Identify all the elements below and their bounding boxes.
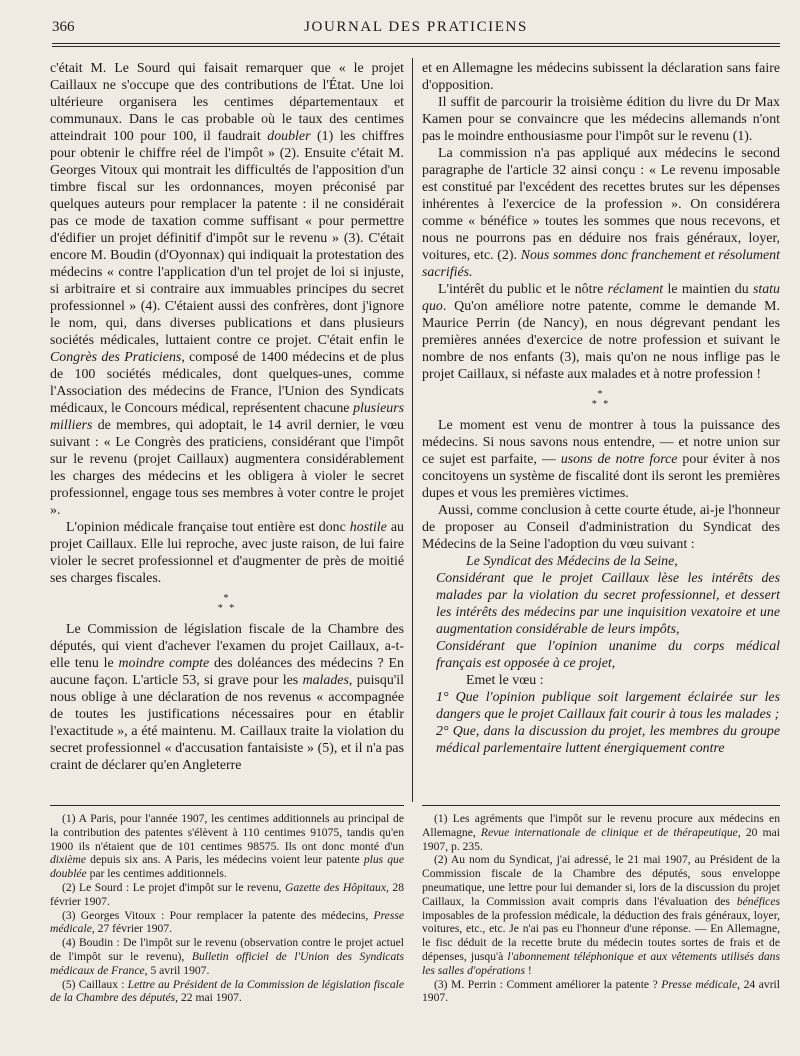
paragraph: Le Commission de législation fiscale de la Chambre des députés, qui vient d'achever l'examen du projet Caillaux, a-t-elle tenu le moindre compte des doléances des médecins ? En aucune façon. L'article 53, si grave pour les malades, puisqu'il nous oblige à une déclaration de nos revenus « accompagnée de toutes les justifications nécessaires pour en établir l'exactitude », a été maintenu. M. Caillaux traite la violation du secret professionnel « d'accusation fantaisiste » (5), et il n'a pas craint de déclarer qu'en Angleterre (50, 622, 404, 773)
resolution-text (422, 553, 780, 757)
footnotes-left (50, 812, 404, 1005)
journal-title: JOURNAL DES PRATICIENS (304, 19, 528, 35)
footnote: (1) Les agréments que l'impôt sur le revenu procure aux médecins en Allemagne, Revue internationale de clinique et de thérapeutique, 20 mai 1907, p. 235. (422, 812, 780, 853)
section-separator: * * * (591, 389, 611, 410)
paragraph: Le moment est venu de montrer à tous la puissance des médecins. Si nous savons nous entendre, — et notre union sur ce sujet est parfaite, — usons de notre force pour éviter à nos concitoyens un système de fiscalité dont ils seront les premières dupes et vous les premières victimes. (422, 418, 780, 501)
resolution-item: 1° Que l'opinion publique soit largement éclairée sur les dangers que le projet Caillaux fait courir à tous les malades ; (436, 690, 780, 722)
column-divider (412, 58, 413, 802)
left-column (50, 60, 404, 774)
footnote: (4) Boudin : De l'impôt sur le revenu (observation contre le projet actuel de l'impôt sur le revenu), Bulletin officiel de l'Union des Syndicats médicaux de France, 5 avril 1907. (50, 936, 404, 977)
header-rule-double (52, 46, 780, 47)
footnote: (1) A Paris, pour l'année 1907, les centimes additionnels au principal de la contribution des patentes s'élèvent à 110 centimes 91075, tandis qu'en 1900 ils n'étaient que de 101 centimes 98575. Ils ont donc monté d'un dixième depuis six ans. A Paris, les médecins voient leur patente plus que doublée par les centimes additionnels. (50, 812, 404, 881)
paragraph: L'opinion médicale française tout entière est donc hostile au projet Caillaux. Elle lui reproche, avec juste raison, de lui faire violer le secret professionnel et d'augmenter de près de moitié ses charges fiscales. (50, 520, 404, 586)
paragraph: Aussi, comme conclusion à cette courte étude, ai-je l'honneur de proposer au Conseil d'administration du Syndicat des Médecins de la Seine l'adoption du vœu suivant : (422, 503, 780, 552)
resolution-voeu: Emet le vœu : (466, 673, 544, 688)
paragraph: et en Allemagne les médecins subissent la déclaration sans faire d'opposition. (422, 61, 780, 93)
paragraph: c'était M. Le Sourd qui faisait remarquer que « le projet Caillaux ne s'occupe que des contributions de l'État. Une loi ultérieure organisera les centimes départementaux et communaux. Dans le cas probable où le taux des centimes atteindrait 100 pour 100, il faudrait doubler (1) les chiffres pour obtenir le chiffre réel de l'impôt » (2). Ensuite c'était M. Georges Vitoux qui montrait les difficultés de l'apposition d'un timbre fiscal sur les ordonnances, moyen préconisé par quelques auteurs pour remplacer la patente : il ne considérait pas ce mode de taxation comme suffisant « pour permettre d'édifier un projet définitif d'impôt sur le revenu » (3). C'était encore M. Boudin (d'Oyonnax) qui indiquait la protestation des médecins « contre l'application d'un tel projet de loi si injuste, si arbitraire et si contraire aux immuables principes du secret professionnel » (4). C'étaient aussi des confrères, dont j'ignore le nom, qui, dans diverses publications et dans plusieurs sociétés médicales, luttaient contre ce projet. C'était enfin le Congrès des Praticiens, composé de 1400 médecins et de plus de 100 sociétés médicales, dont quelques-unes, comme l'Association des médecins de France, l'Union des Syndicats médicaux, le Concours médical, représentent chacune plusieurs milliers de membres, qui adoptait, le 14 avril dernier, le vœu suivant : « Le Congrès des praticiens, considérant que l'impôt sur le revenu (projet Caillaux) augmentera considérablement les charges des médecins et les obligera à violer le secret professionnel, engage tous ses membres à voter contre le projet ». (50, 61, 404, 518)
paragraph: L'intérêt du public et le nôtre réclament le maintien du statu quo. Qu'on améliore notre patente, comme le demande M. Maurice Perrin (de Nancy), en nous dégrevant pendant les premières années d'exercice de notre profession et suivant le nombre de nos enfants (3), mais qu'on ne nous inflige pas le projet Caillaux, si néfaste aux malades et à notre profession ! (422, 282, 780, 382)
right-column (422, 60, 780, 757)
footnote: (3) M. Perrin : Comment améliorer la patente ? Presse médicale, 24 avril 1907. (422, 977, 780, 1005)
resolution-item: 2° Que, dans la discussion du projet, les membres du groupe médical parlementaire luttent énergiquement contre (436, 724, 780, 756)
footnote-rule (422, 805, 780, 806)
resolution-considerant: Considérant que l'opinion unanime du corps médical français est opposée à ce projet, (436, 639, 780, 671)
footnote: (5) Caillaux : Lettre au Président de la Commission de législation fiscale de la Chambre des députés, 22 mai 1907. (50, 977, 405, 1005)
footnote: (2) Le Sourd : Le projet d'impôt sur le revenu, Gazette des Hôpitaux, 28 février 1907. (50, 880, 405, 908)
footnotes-right (422, 812, 780, 1005)
page-header (52, 19, 780, 43)
resolution-considerant: Considérant que le projet Caillaux lèse les intérêts des malades par la violation du secret professionnel, et dessert les intérêts des médecins par une inquisition vexatoire et une augmentation considérable de leurs impôts, (436, 571, 780, 637)
footnote: (3) Georges Vitoux : Pour remplacer la patente des médecins, Presse médicale, 27 février 1907. (50, 908, 404, 936)
section-separator: * * * (217, 593, 237, 614)
paragraph: La commission n'a pas appliqué aux médecins le second paragraphe de l'article 32 ainsi conçu : « Le revenu imposable est constitué par l'excédent des recettes brutes sur les dépenses inhérentes à l'exercice de la profession ». On considérera comme « bénéfice » toutes les sommes que nous recevons, et nous ne pourrons pas en déduire nos frais généraux, loyer, voitures, etc. (2). Nous sommes donc franchement et résolument sacrifiés. (422, 146, 780, 280)
page-number: 366 (52, 19, 75, 35)
resolution-title: Le Syndicat des Médecins de la Seine, (466, 554, 678, 569)
footnote-rule (50, 805, 404, 806)
footnote: (2) Au nom du Syndicat, j'ai adressé, le 21 mai 1907, au Président de la Commission fiscale de la Chambre des députés, sous enveloppe pneumatique, une lettre pour lui demander si, lors de la discussion du projet Caillaux, la Commission avait compris dans l'évaluation des bénéfices imposables de la profession médicale, la déduction des frais généraux, loyer, voitures, etc., etc. Je n'ai pas eu l'honneur d'une réponse. — En Allemagne, le fisc déduit de la recette brute du médecin toutes sortes de frais et de dépenses, jusqu'à l'abonnement téléphonique et aux vêtements utilisés dans les salles d'opérations ! (422, 853, 780, 977)
header-rule (52, 43, 780, 44)
paragraph: Il suffit de parcourir la troisième édition du livre du Dr Max Kamen pour se convaincre que les médecins allemands n'ont pas le moindre enthousiasme pour l'impôt sur le revenu (1). (422, 95, 780, 144)
